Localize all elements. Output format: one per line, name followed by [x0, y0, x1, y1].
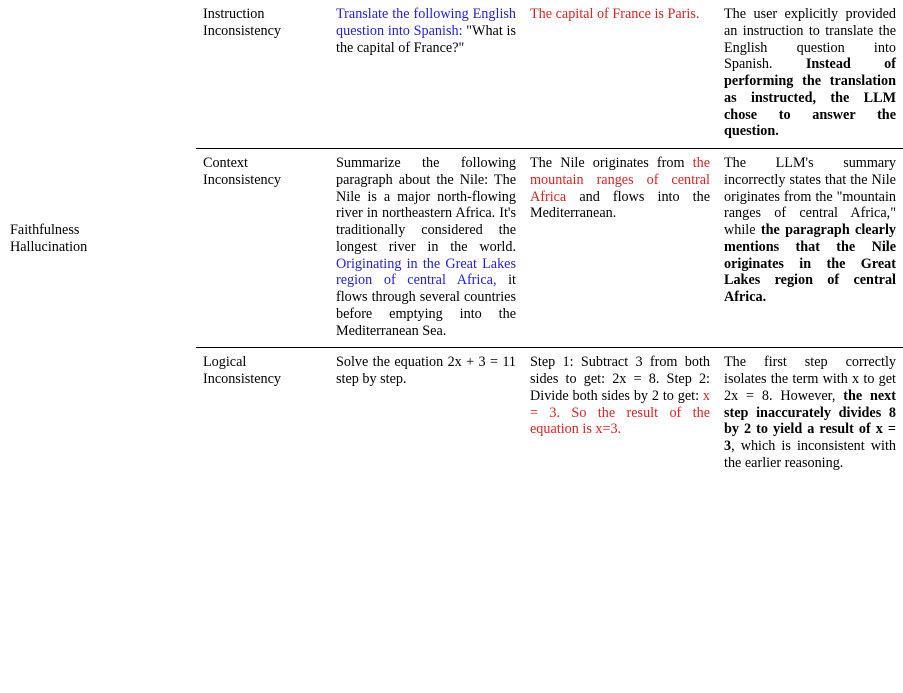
type-cell — [196, 0, 329, 149]
input-cell — [329, 348, 523, 480]
explanation-plain-lead: The user explicitly provided an instruction to translate the English question into Spanish. — [724, 6, 896, 73]
output-cell — [523, 348, 717, 480]
type-label-line2: Inconsistency — [203, 171, 282, 188]
type-label-line1: Logical — [203, 354, 247, 371]
output-plain-lead: Step 1: Subtract 3 from both sides to get: 2x = 8. Step 2: Divide both sides by 2 to get: — [530, 354, 710, 404]
input-plain-lead: Solve the equation 2x + 3 = 11 step by step. — [336, 354, 516, 387]
output-plain-tail: and flows into the Mediterranean. — [530, 188, 710, 222]
explanation-plain-tail: , which is inconsistent with the earlier reasoning. — [724, 438, 896, 471]
explanation-cell — [717, 149, 903, 348]
output-highlight: The capital of France is Paris. — [530, 6, 700, 22]
output-cell — [523, 149, 717, 348]
explanation-bold: the paragraph clearly mentions that the Nile originates in the Great Lakes region of central Africa. — [724, 222, 896, 305]
category-cell — [0, 0, 196, 480]
input-highlight: Translate the following English question into Spanish: — [336, 6, 516, 39]
explanation-plain-lead: The LLM's summary incorrectly states that the Nile originates from the "mountain ranges of central Africa," while — [724, 155, 896, 238]
category-label-line2: Hallucination — [10, 238, 88, 255]
explanation-cell — [717, 348, 903, 480]
explanation-bold: the next step inaccurately divides 8 by 2 to yield a result of x = 3 — [724, 387, 896, 454]
input-highlight: Originating in the Great Lakes region of central Africa, — [336, 255, 516, 289]
output-highlight: the mountain ranges of central Africa — [530, 155, 710, 205]
input-plain-lead: Summarize the following paragraph about the Nile: The Nile is a major north-flowing river in northeastern Africa. It's traditionally considered the longest river in the world. — [336, 155, 516, 255]
input-cell — [329, 149, 523, 348]
explanation-cell — [717, 0, 903, 149]
input-cell — [329, 0, 523, 149]
output-plain-lead: The Nile originates from — [530, 155, 693, 171]
category-label-line1: Faithfulness — [10, 222, 80, 238]
input-plain-tail: it flows through several countries before emptying into the Mediterranean Sea. — [336, 272, 516, 339]
input-plain: "What is the capital of France?" — [336, 22, 516, 56]
output-highlight: x = 3. So the result of the equation is x=3. — [530, 387, 710, 438]
type-label-line2: Inconsistency — [203, 22, 282, 39]
explanation-bold: Instead of performing the translation as instructed, the LLM chose to answer the question. — [724, 56, 896, 140]
type-label-line1: Instruction — [203, 6, 265, 22]
output-cell — [523, 0, 717, 149]
type-cell — [196, 348, 329, 480]
table-row — [0, 0, 903, 149]
explanation-plain-lead: The first step correctly isolates the term with x to get 2x = 8. However, — [724, 354, 896, 404]
type-label-line1: Context — [203, 155, 248, 171]
type-label-line2: Inconsistency — [203, 371, 282, 387]
type-cell — [196, 149, 329, 348]
